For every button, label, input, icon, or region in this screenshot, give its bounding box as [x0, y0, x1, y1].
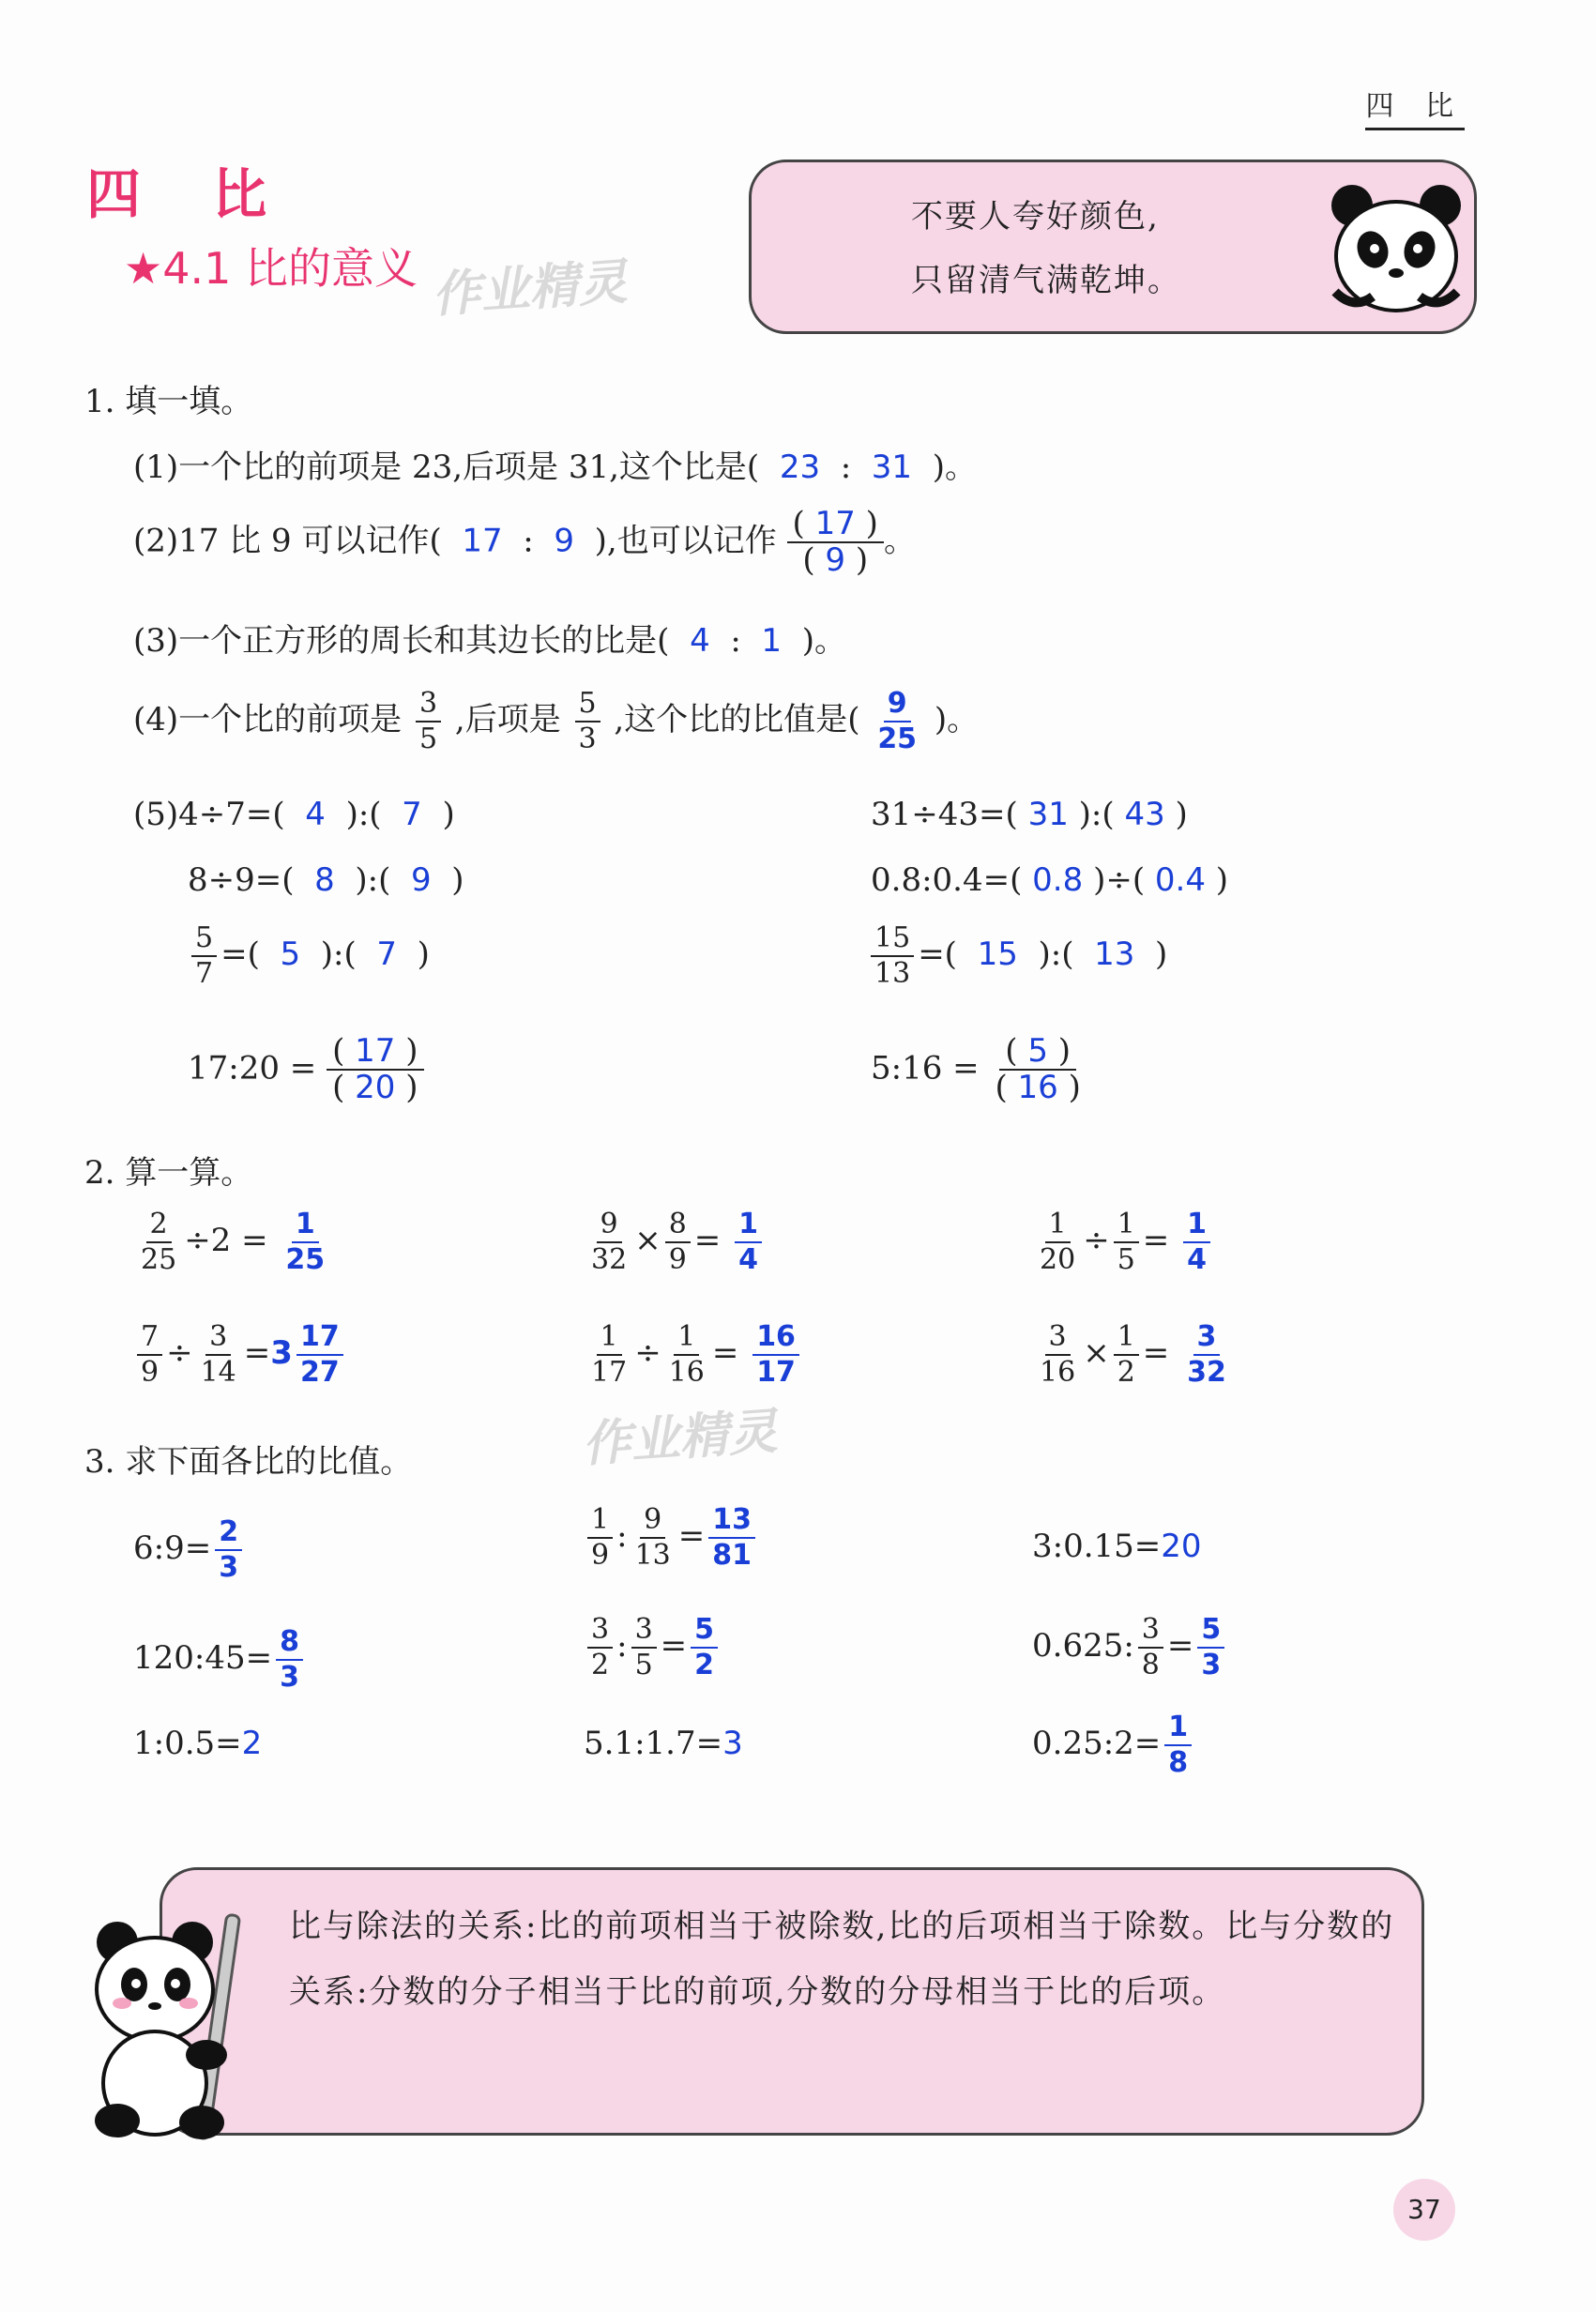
fraction-answer: $\frac{( 17 )}{( 9 )}$: [787, 507, 884, 579]
motto-box: [749, 160, 1477, 334]
q3-item-3: 3:0.15=20: [1032, 1528, 1202, 1565]
chapter-title: 四 比: [86, 162, 294, 226]
q1-p5-r2-right: 0.8:0.4=( 0.8 )÷( 0.4 ): [871, 861, 1229, 899]
q1-p5-r4-right: 5:16 = $\frac{( 5 )}{( 16 )}$: [871, 1032, 1081, 1107]
answer: 2: [241, 1725, 263, 1762]
answer: 20: [1161, 1528, 1202, 1565]
q2-item-6: $\frac{3}{16}$ × $\frac{1}{2}$ = $\frac{3}{32}$: [1032, 1323, 1234, 1387]
fraction-answer: $\frac{17}{27}$: [296, 1323, 343, 1387]
tip-text: 比与除法的关系:比的前项相当于被除数,比的后项相当于除数。比与分数的关系:分数的分子相当于比的前项,分数的分母相当于比的后项。: [289, 1908, 1395, 2011]
watermark-2: 作业精灵: [580, 1403, 780, 1474]
q1-p5-r3-left: $\frac{5}{7}$ =( 5 ):( 7 ): [188, 924, 430, 988]
fraction-answer: $\frac{1}{8}$: [1164, 1713, 1192, 1777]
q3-item-2: $\frac{1}{9}$ : $\frac{9}{13}$ = $\frac{13}{81}$: [584, 1506, 759, 1570]
q1-p5-r2-left: 8÷9=( 8 ):( 9 ): [188, 861, 464, 899]
q2-item-3: $\frac{1}{20}$ ÷ $\frac{1}{5}$ = $\frac{1}{4}$: [1032, 1210, 1214, 1274]
q1-p3: (3)一个正方形的周长和其边长的比是( 4 : 1 )。: [133, 622, 846, 660]
answer: 9: [554, 522, 574, 560]
watermark: 作业精灵: [430, 253, 630, 325]
answer: 23: [779, 449, 821, 486]
fraction-answer: $\frac{2}{3}$: [215, 1518, 242, 1582]
q1-p5-r1-right: 31÷43=( 31 ):( 43 ): [871, 796, 1188, 833]
q3-item-1: 6:9= $\frac{2}{3}$: [133, 1518, 246, 1582]
q3-item-9: 0.25:2= $\frac{1}{8}$: [1032, 1713, 1195, 1777]
fraction-answer: $\frac{1}{25}$: [285, 1208, 326, 1276]
q1-p5-r4-left: 17:20 = $\frac{( 17 )}{( 20 )}$: [188, 1034, 424, 1106]
section-title: ★4.1 比的意义: [124, 243, 418, 294]
q2-item-2: $\frac{9}{32}$ × $\frac{8}{9}$ = $\frac{1}{4}$: [584, 1210, 766, 1274]
q3-item-8: 5.1:1.7=3: [584, 1725, 743, 1762]
motto-line-2: 只留清气满乾坤。: [911, 262, 1181, 299]
fraction-answer: $\frac{16}{17}$: [752, 1323, 799, 1387]
answer: 31: [871, 449, 913, 486]
page-number: 37: [1393, 2179, 1455, 2241]
fraction-answer: $\frac{13}{81}$: [708, 1506, 755, 1570]
q3-item-4: 120:45= $\frac{8}{3}$: [133, 1628, 307, 1692]
fraction-answer: $\frac{8}{3}$: [276, 1628, 303, 1692]
q3-title: 3. 求下面各比的比值。: [84, 1443, 413, 1481]
fraction-answer: $\frac{5}{2}$: [691, 1616, 718, 1680]
q1-p2: (2)17 比 9 可以记作( 17 : 9 ),也可以记作 $\frac{( 17 )}{( 9 )}$ 。: [133, 505, 916, 580]
answer: 17: [462, 522, 503, 560]
q1-p1: (1)一个比的前项是 23,后项是 31,这个比是( 23 : 31 )。: [133, 449, 977, 486]
q3-item-6: 0.625: $\frac{3}{8}$ = $\frac{5}{3}$: [1032, 1616, 1228, 1680]
motto-line-1: 不要人夸好颜色,: [911, 198, 1160, 236]
q3-item-5: $\frac{3}{2}$ : $\frac{3}{5}$ = $\frac{5}{2}$: [584, 1616, 722, 1680]
tip-box: [160, 1867, 1424, 2136]
q1-p4: (4)一个比的前项是 $\frac{3}{5}$ ,后项是 $\frac{5}{3}$ ,这个比的比值是( $\frac{9}{25}$ )。: [133, 687, 980, 755]
running-header: 四 比: [1365, 83, 1465, 130]
q1-title: 1. 填一填。: [84, 383, 253, 420]
q2-item-4: $\frac{7}{9}$ ÷ $\frac{3}{14}$ =3 $\frac{17}{27}$: [133, 1323, 347, 1387]
fraction-answer: $\frac{5}{3}$: [1197, 1616, 1224, 1680]
panda-with-brush-icon: [80, 1905, 267, 2149]
answer: 4: [690, 622, 710, 660]
q2-item-5: $\frac{1}{17}$ ÷ $\frac{1}{16}$ = $\frac{16}{17}$: [584, 1323, 803, 1387]
fraction-answer: $\frac{9}{25}$: [877, 687, 918, 755]
fraction-answer: $\frac{1}{4}$: [735, 1210, 762, 1274]
q1-p5-r1-left: (5)4÷7=( 4 ):( 7 ): [133, 796, 455, 833]
fraction-answer: $\frac{3}{32}$: [1187, 1320, 1226, 1389]
q3-item-7: 1:0.5=2: [133, 1725, 263, 1762]
q2-item-1: $\frac{2}{25}$ ÷2 = $\frac{1}{25}$: [133, 1210, 332, 1274]
answer: 1: [761, 622, 783, 660]
q1-p5-r3-right: $\frac{15}{13}$ =( 15 ):( 13 ): [867, 924, 1167, 988]
fraction-answer: $\frac{1}{4}$: [1183, 1210, 1210, 1274]
panda-face-icon: [1326, 179, 1467, 320]
answer: 3: [722, 1725, 743, 1762]
q2-title: 2. 算一算。: [84, 1154, 253, 1192]
